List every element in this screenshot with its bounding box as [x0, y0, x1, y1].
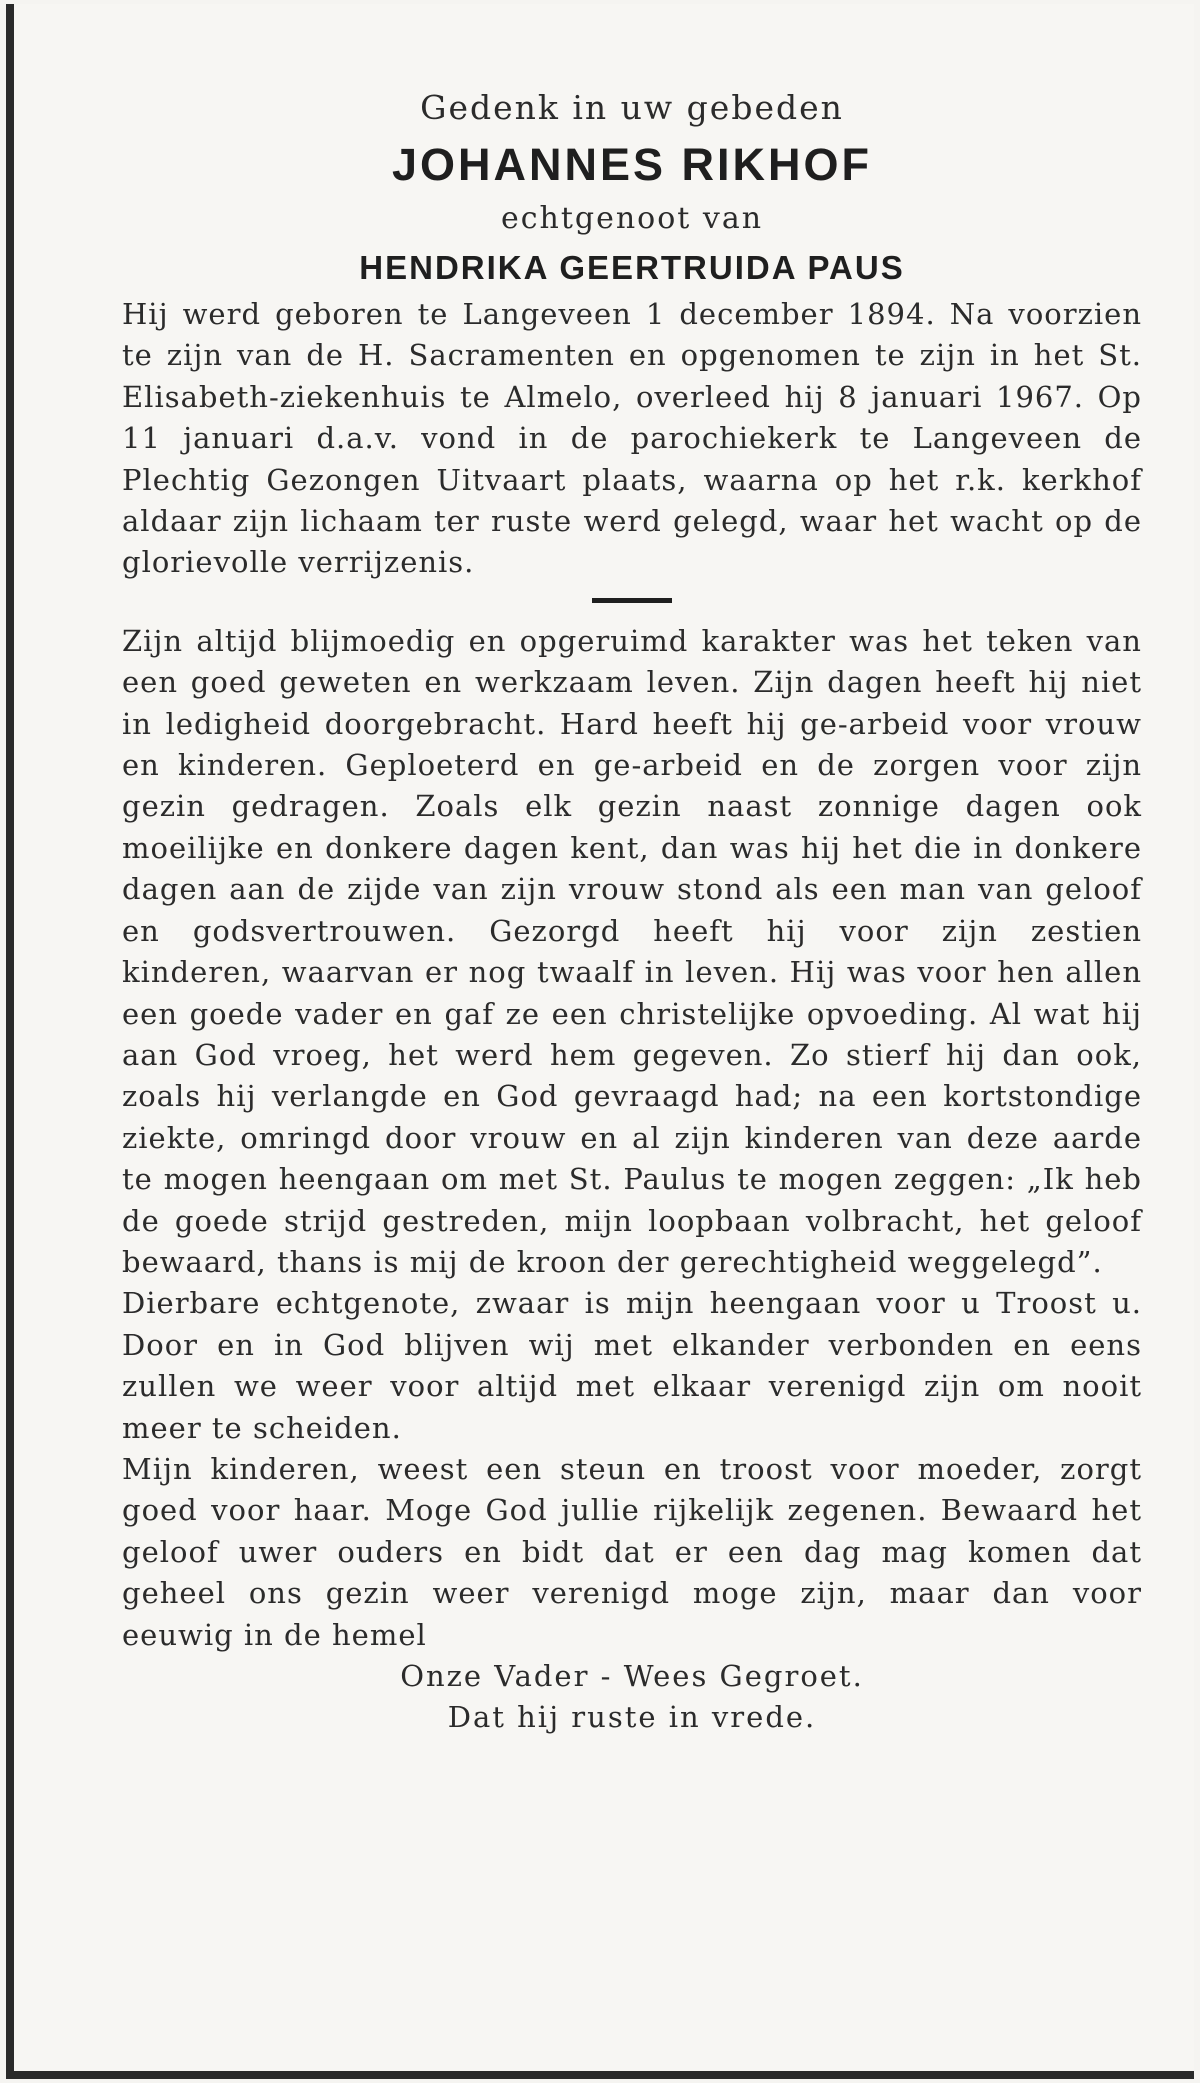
separator-line [592, 598, 672, 603]
tribute-paragraph: Zijn altijd blijmoedig en opgeruimd karakter was het teken van een goed geweten en werkzaam leven. Zijn dagen heeft hij niet in ledigheid doorgebracht. Hard heeft hij ge-arbeid voor vrouw en kinderen. Geploeterd en ge-arbeid en de zorgen voor zijn gezin gedragen. Zoals elk gezin naast zonnige dagen ook moeilijke en donkere dagen kent, dan was hij het die in donkere dagen aan de zijde van zijn vrouw stond als een man van geloof en godsvertrouwen. Gezorgd heeft hij voor zijn zestien kinderen, waarvan er nog twaalf in leven. Hij was voor hen allen een goede vader en gaf ze een christelijke opvoeding. Al wat hij aan God vroeg, het werd hem gegeven. Zo stierf hij dan ook, zoals hij verlangde en God gevraagd had; na een kortstondige ziekte, omringd door vrouw en al zijn kinderen van deze aarde te mogen heengaan om met St. Paulus te mogen zeggen: „Ik heb de goede strijd gestreden, mijn loopbaan volbracht, het geloof bewaard, thans is mij de kroon der gerechtigheid weggelegd”. [122, 623, 1142, 1279]
deceased-name: JOHANNES RIKHOF [391, 139, 873, 190]
spouse-address-paragraph: Dierbare echtgenote, zwaar is mijn heengaan voor u Troost u. Door en in God blijven wij met elkander verbonden en eens zullen we weer voor altijd met elkaar verenigd zijn om nooit meer te scheiden. [122, 1286, 1142, 1445]
closing-prayer: Onze Vader - Wees Gegroet. [400, 1659, 864, 1693]
card-text [122, 74, 1142, 1738]
memorial-card [6, 4, 1194, 2079]
spouse-name: HENDRIKA GEERTRUIDA PAUS [359, 249, 905, 286]
closing-rest: Dat hij ruste in vrede. [447, 1700, 817, 1734]
children-address-paragraph: Mijn kinderen, weest een steun en troost voor moeder, zorgt goed voor haar. Moge God jullie rijkelijk zegenen. Bewaard het geloof uwer ouders en bidt dat er een dag mag komen dat geheel ons gezin weer verenigd moge zijn, maar dan voor eeuwig in de hemel [122, 1451, 1142, 1652]
intro-line: Gedenk in uw gebeden [420, 88, 844, 127]
spouse-intro-line: echtgenoot van [500, 201, 764, 236]
biography-paragraph: Hij werd geboren te Langeveen 1 december 1894. Na voorzien te zijn van de H. Sacramenten en opgenomen te zijn in het St. Elisabeth-ziekenhuis te Almelo, overleed hij 8 januari 1967. Op 11 januari d.a.v. vond in de parochiekerk te Langeveen de Plechtig Gezongen Uitvaart plaats, waarna op het r.k. kerkhof aldaar zijn lichaam ter ruste werd gelegd, waar het wacht op de glorievolle verrijzenis. [122, 297, 1142, 580]
